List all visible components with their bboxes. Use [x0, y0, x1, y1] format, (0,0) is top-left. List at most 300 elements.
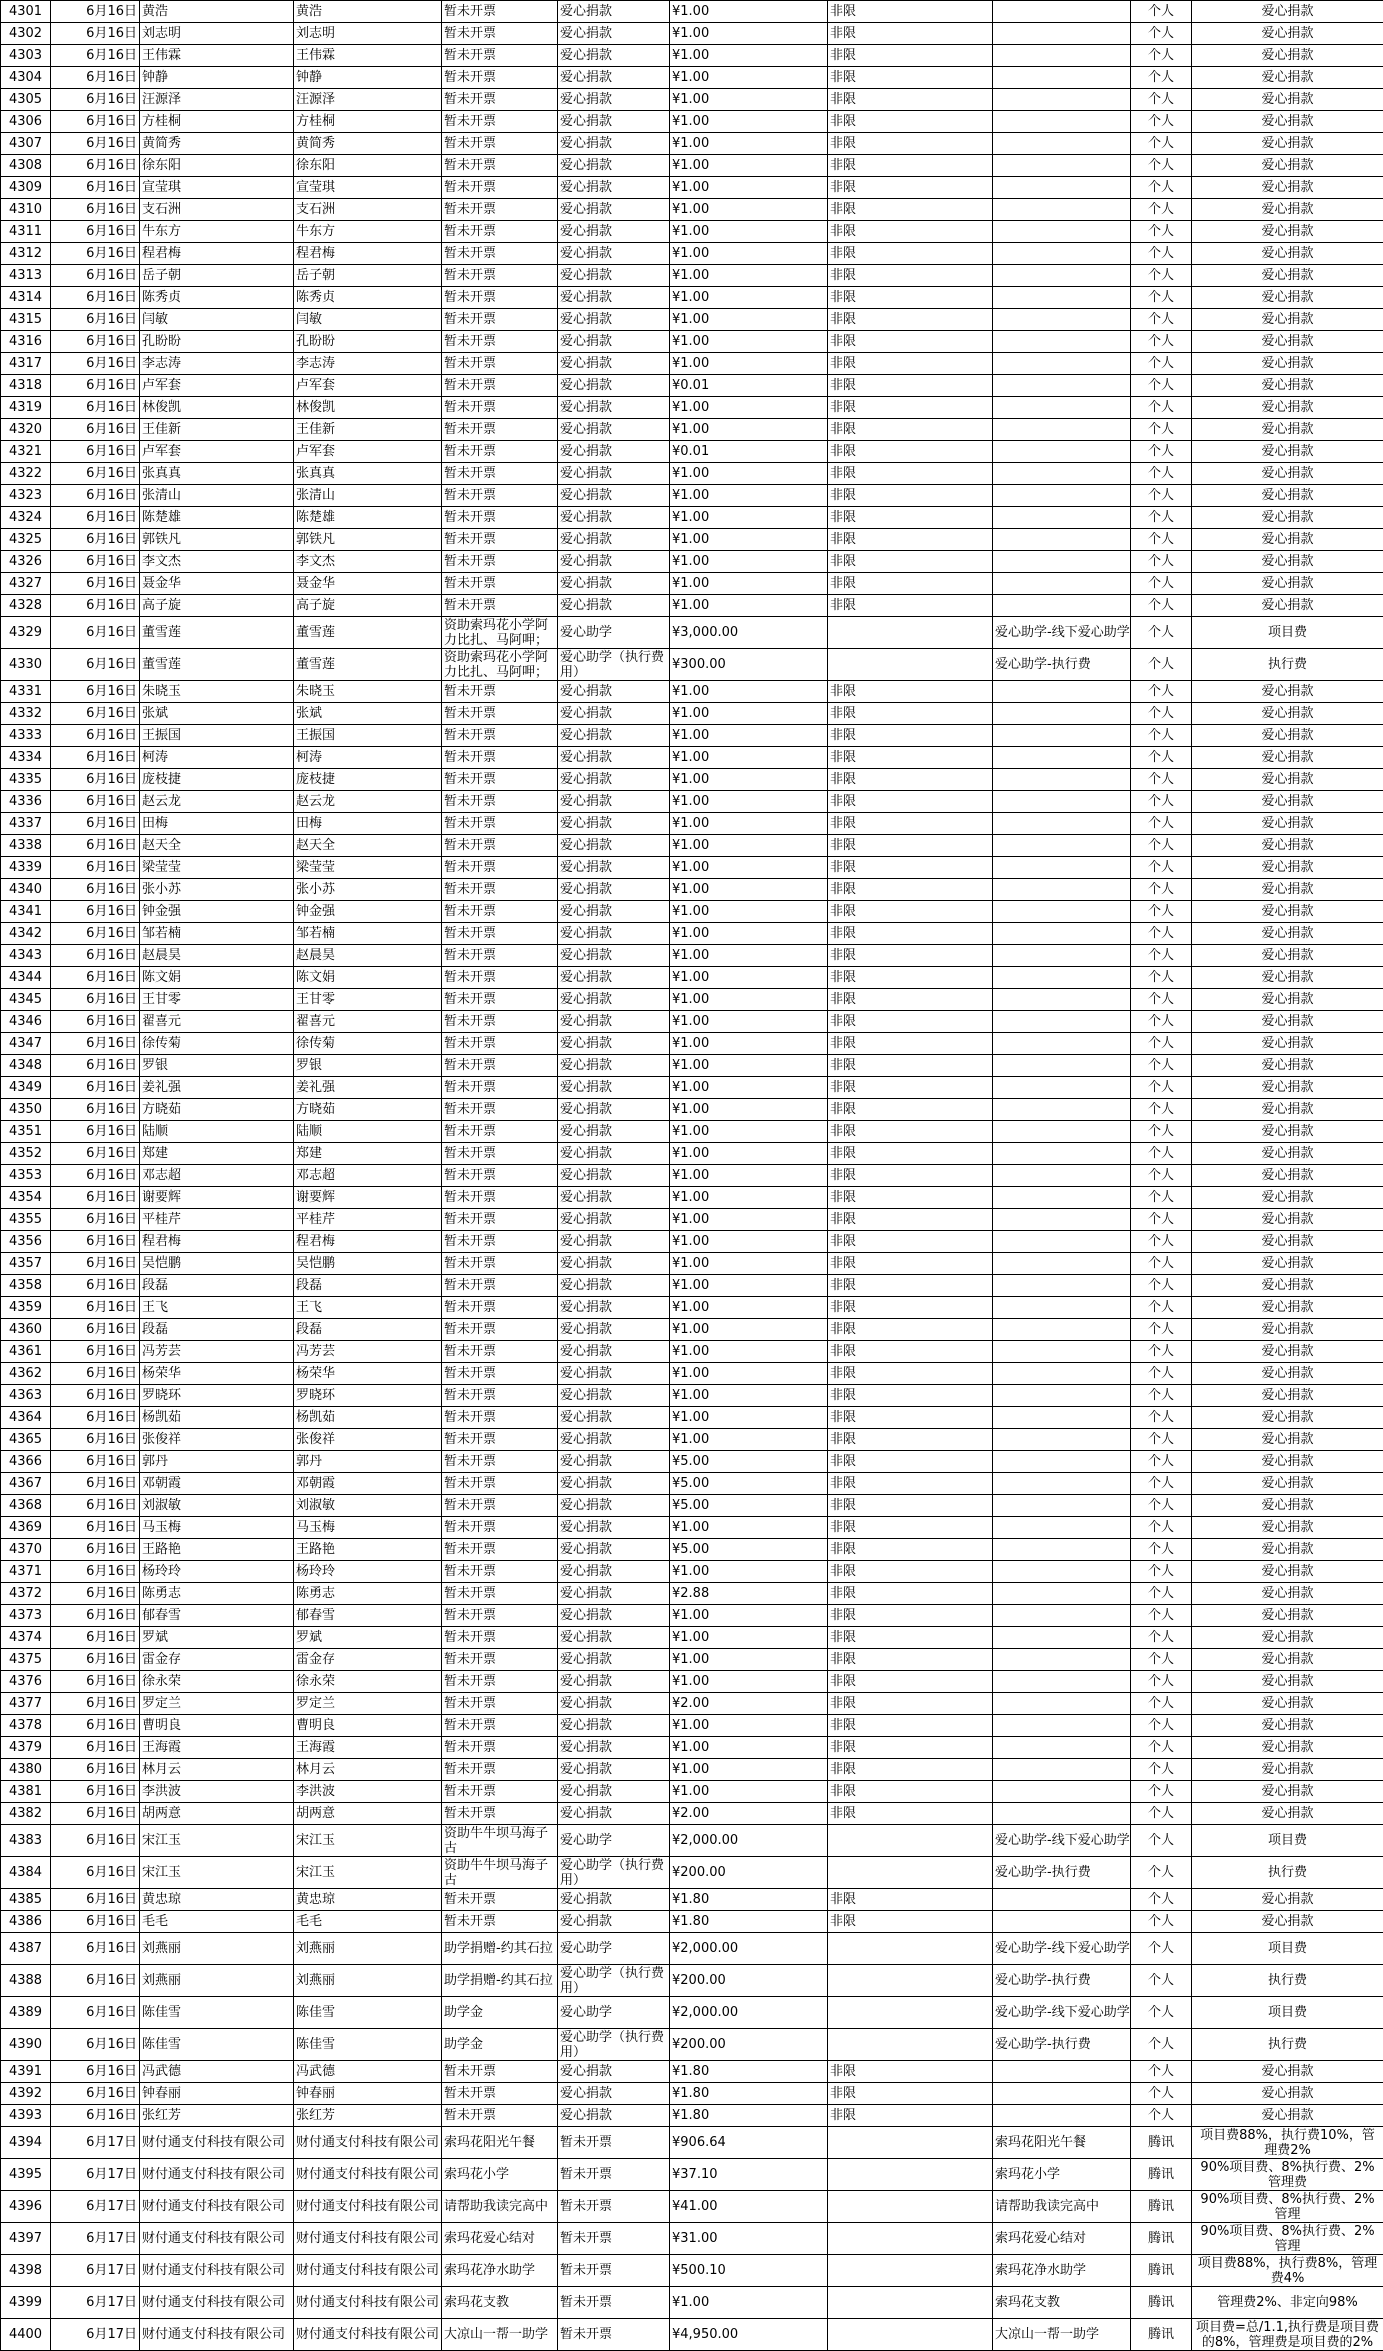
project-cell: 暂未开票 — [442, 1143, 558, 1165]
row-number: 4390 — [1, 2029, 51, 2061]
donor-cell: 王路艳 — [140, 1539, 294, 1561]
date-cell: 6月16日 — [51, 1319, 140, 1341]
type-cell: 爱心捐款 — [558, 485, 670, 507]
type-cell: 爱心捐款 — [558, 331, 670, 353]
source-cell: 个人 — [1131, 1781, 1192, 1803]
restriction-cell — [828, 1997, 993, 2029]
usage-cell: 爱心捐款 — [1192, 1319, 1383, 1341]
date-cell: 6月16日 — [51, 879, 140, 901]
donor-cell: 陈楚雄 — [140, 507, 294, 529]
source-cell: 腾讯 — [1131, 2255, 1192, 2287]
donor-cell: 徐传菊 — [140, 1033, 294, 1055]
restriction-cell: 非限 — [828, 725, 993, 747]
restriction-cell: 非限 — [828, 1165, 993, 1187]
project-cell: 暂未开票 — [442, 1561, 558, 1583]
amount-cell: ¥1.00 — [670, 791, 828, 813]
table-row — [1, 1077, 1383, 1099]
amount-cell: ¥1.00 — [670, 221, 828, 243]
row-number: 4393 — [1, 2105, 51, 2127]
recipient-cell: 徐永荣 — [294, 1671, 442, 1693]
date-cell: 6月16日 — [51, 1715, 140, 1737]
restriction-cell: 非限 — [828, 375, 993, 397]
recipient-cell: 罗晓环 — [294, 1385, 442, 1407]
recipient-cell: 张俊祥 — [294, 1429, 442, 1451]
date-cell: 6月16日 — [51, 1033, 140, 1055]
purpose-cell: 爱心助学-线下爱心助学 — [993, 1997, 1131, 2029]
date-cell: 6月16日 — [51, 507, 140, 529]
restriction-cell — [828, 1933, 993, 1965]
amount-cell: ¥2,000.00 — [670, 1997, 828, 2029]
source-cell: 个人 — [1131, 813, 1192, 835]
project-cell: 暂未开票 — [442, 1099, 558, 1121]
project-cell: 暂未开票 — [442, 1759, 558, 1781]
amount-cell: ¥1.00 — [670, 1649, 828, 1671]
row-number: 4329 — [1, 617, 51, 649]
date-cell: 6月16日 — [51, 2105, 140, 2127]
restriction-cell: 非限 — [828, 2083, 993, 2105]
donor-cell: 徐东阳 — [140, 155, 294, 177]
amount-cell: ¥1.00 — [670, 1099, 828, 1121]
source-cell: 个人 — [1131, 1737, 1192, 1759]
project-cell: 暂未开票 — [442, 967, 558, 989]
recipient-cell: 翟喜元 — [294, 1011, 442, 1033]
source-cell: 个人 — [1131, 353, 1192, 375]
project-cell: 暂未开票 — [442, 2105, 558, 2127]
donor-cell: 张斌 — [140, 703, 294, 725]
type-cell: 爱心捐款 — [558, 1253, 670, 1275]
type-cell: 爱心捐款 — [558, 1319, 670, 1341]
usage-cell: 爱心捐款 — [1192, 397, 1383, 419]
restriction-cell — [828, 2319, 993, 2351]
source-cell: 个人 — [1131, 573, 1192, 595]
purpose-cell: 大凉山一帮一助学 — [993, 2319, 1131, 2351]
project-cell: 助学捐赠-约其石拉 — [442, 1933, 558, 1965]
purpose-cell: 爱心助学-执行费 — [993, 1857, 1131, 1889]
source-cell: 个人 — [1131, 111, 1192, 133]
donor-cell: 钟金强 — [140, 901, 294, 923]
usage-cell: 爱心捐款 — [1192, 595, 1383, 617]
source-cell: 个人 — [1131, 1253, 1192, 1275]
row-number: 4317 — [1, 353, 51, 375]
project-cell: 索玛花爱心结对 — [442, 2223, 558, 2255]
purpose-cell — [993, 199, 1131, 221]
project-cell: 暂未开票 — [442, 901, 558, 923]
recipient-cell: 郭铁凡 — [294, 529, 442, 551]
amount-cell: ¥1.00 — [670, 879, 828, 901]
usage-cell: 执行费 — [1192, 2029, 1383, 2061]
restriction-cell: 非限 — [828, 967, 993, 989]
type-cell: 爱心捐款 — [558, 155, 670, 177]
row-number: 4379 — [1, 1737, 51, 1759]
amount-cell: ¥1.00 — [670, 769, 828, 791]
purpose-cell — [993, 1187, 1131, 1209]
amount-cell: ¥1.00 — [670, 681, 828, 703]
date-cell: 6月17日 — [51, 2223, 140, 2255]
project-cell: 暂未开票 — [442, 769, 558, 791]
purpose-cell — [993, 901, 1131, 923]
recipient-cell: 钟静 — [294, 67, 442, 89]
donor-cell: 王海霞 — [140, 1737, 294, 1759]
amount-cell: ¥5.00 — [670, 1495, 828, 1517]
restriction-cell: 非限 — [828, 397, 993, 419]
recipient-cell: 卢军套 — [294, 375, 442, 397]
type-cell: 爱心捐款 — [558, 1451, 670, 1473]
type-cell: 爱心捐款 — [558, 507, 670, 529]
purpose-cell — [993, 2083, 1131, 2105]
amount-cell: ¥1.00 — [670, 1121, 828, 1143]
project-cell: 暂未开票 — [442, 221, 558, 243]
type-cell: 爱心捐款 — [558, 1693, 670, 1715]
restriction-cell: 非限 — [828, 1889, 993, 1911]
date-cell: 6月16日 — [51, 1561, 140, 1583]
source-cell: 个人 — [1131, 1583, 1192, 1605]
row-number: 4389 — [1, 1997, 51, 2029]
type-cell: 爱心助学（执行费用） — [558, 1965, 670, 1997]
project-cell: 暂未开票 — [442, 353, 558, 375]
type-cell: 爱心捐款 — [558, 1011, 670, 1033]
usage-cell: 爱心捐款 — [1192, 1539, 1383, 1561]
row-number: 4311 — [1, 221, 51, 243]
row-number: 4351 — [1, 1121, 51, 1143]
type-cell: 爱心助学 — [558, 1825, 670, 1857]
recipient-cell: 朱晓玉 — [294, 681, 442, 703]
row-number: 4305 — [1, 89, 51, 111]
restriction-cell — [828, 1857, 993, 1889]
project-cell: 暂未开票 — [442, 1803, 558, 1825]
date-cell: 6月16日 — [51, 45, 140, 67]
donor-cell: 赵晨昊 — [140, 945, 294, 967]
table-row — [1, 331, 1383, 353]
recipient-cell: 王伟霖 — [294, 45, 442, 67]
source-cell: 个人 — [1131, 1627, 1192, 1649]
recipient-cell: 邓朝霞 — [294, 1473, 442, 1495]
amount-cell: ¥1.00 — [670, 967, 828, 989]
type-cell: 爱心捐款 — [558, 1407, 670, 1429]
table-row — [1, 945, 1383, 967]
date-cell: 6月16日 — [51, 703, 140, 725]
table-row — [1, 1965, 1383, 1997]
recipient-cell: 聂金华 — [294, 573, 442, 595]
source-cell: 个人 — [1131, 265, 1192, 287]
usage-cell: 爱心捐款 — [1192, 1253, 1383, 1275]
usage-cell: 爱心捐款 — [1192, 1627, 1383, 1649]
row-number: 4384 — [1, 1857, 51, 1889]
usage-cell: 爱心捐款 — [1192, 331, 1383, 353]
amount-cell: ¥1.80 — [670, 2083, 828, 2105]
project-cell: 暂未开票 — [442, 1473, 558, 1495]
date-cell: 6月16日 — [51, 1605, 140, 1627]
restriction-cell: 非限 — [828, 463, 993, 485]
restriction-cell: 非限 — [828, 1649, 993, 1671]
date-cell: 6月16日 — [51, 1407, 140, 1429]
restriction-cell: 非限 — [828, 769, 993, 791]
purpose-cell — [993, 681, 1131, 703]
project-cell: 暂未开票 — [442, 857, 558, 879]
restriction-cell: 非限 — [828, 1539, 993, 1561]
type-cell: 爱心捐款 — [558, 397, 670, 419]
date-cell: 6月17日 — [51, 2191, 140, 2223]
source-cell: 腾讯 — [1131, 2287, 1192, 2319]
row-number: 4359 — [1, 1297, 51, 1319]
table-row — [1, 1495, 1383, 1517]
amount-cell: ¥1.00 — [670, 155, 828, 177]
purpose-cell — [993, 265, 1131, 287]
usage-cell: 爱心捐款 — [1192, 529, 1383, 551]
type-cell: 爱心捐款 — [558, 133, 670, 155]
date-cell: 6月16日 — [51, 1825, 140, 1857]
recipient-cell: 罗定兰 — [294, 1693, 442, 1715]
row-number: 4377 — [1, 1693, 51, 1715]
recipient-cell: 陈佳雪 — [294, 2029, 442, 2061]
row-number: 4371 — [1, 1561, 51, 1583]
purpose-cell — [993, 857, 1131, 879]
restriction-cell: 非限 — [828, 1693, 993, 1715]
type-cell: 爱心助学 — [558, 1933, 670, 1965]
date-cell: 6月16日 — [51, 1495, 140, 1517]
usage-cell: 爱心捐款 — [1192, 507, 1383, 529]
type-cell: 爱心捐款 — [558, 221, 670, 243]
type-cell: 爱心捐款 — [558, 1033, 670, 1055]
row-number: 4307 — [1, 133, 51, 155]
recipient-cell: 林俊凯 — [294, 397, 442, 419]
amount-cell: ¥1.00 — [670, 265, 828, 287]
type-cell: 爱心捐款 — [558, 1341, 670, 1363]
table-row — [1, 1429, 1383, 1451]
date-cell: 6月16日 — [51, 1857, 140, 1889]
row-number: 4338 — [1, 835, 51, 857]
purpose-cell — [993, 45, 1131, 67]
restriction-cell: 非限 — [828, 813, 993, 835]
donor-cell: 郭丹 — [140, 1451, 294, 1473]
recipient-cell: 雷金存 — [294, 1649, 442, 1671]
restriction-cell: 非限 — [828, 89, 993, 111]
type-cell: 爱心捐款 — [558, 967, 670, 989]
usage-cell: 爱心捐款 — [1192, 1911, 1383, 1933]
type-cell: 爱心捐款 — [558, 1385, 670, 1407]
donor-cell: 陈秀贞 — [140, 287, 294, 309]
type-cell: 爱心捐款 — [558, 769, 670, 791]
source-cell: 个人 — [1131, 1407, 1192, 1429]
donor-cell: 杨荣华 — [140, 1363, 294, 1385]
purpose-cell — [993, 835, 1131, 857]
table-row — [1, 967, 1383, 989]
source-cell: 个人 — [1131, 243, 1192, 265]
usage-cell: 爱心捐款 — [1192, 23, 1383, 45]
type-cell: 爱心捐款 — [558, 1363, 670, 1385]
recipient-cell: 郭丹 — [294, 1451, 442, 1473]
restriction-cell: 非限 — [828, 1319, 993, 1341]
date-cell: 6月16日 — [51, 419, 140, 441]
recipient-cell: 胡两意 — [294, 1803, 442, 1825]
row-number: 4349 — [1, 1077, 51, 1099]
project-cell: 暂未开票 — [442, 265, 558, 287]
amount-cell: ¥1.00 — [670, 507, 828, 529]
purpose-cell — [993, 1011, 1131, 1033]
usage-cell: 爱心捐款 — [1192, 857, 1383, 879]
table-row — [1, 1803, 1383, 1825]
usage-cell: 爱心捐款 — [1192, 45, 1383, 67]
table-row — [1, 1451, 1383, 1473]
row-number: 4381 — [1, 1781, 51, 1803]
donor-cell: 陈文娟 — [140, 967, 294, 989]
table-row — [1, 1737, 1383, 1759]
type-cell: 爱心捐款 — [558, 923, 670, 945]
row-number: 4357 — [1, 1253, 51, 1275]
date-cell: 6月16日 — [51, 1143, 140, 1165]
amount-cell: ¥1.00 — [670, 747, 828, 769]
row-number: 4322 — [1, 463, 51, 485]
date-cell: 6月16日 — [51, 111, 140, 133]
date-cell: 6月16日 — [51, 1099, 140, 1121]
recipient-cell: 程君梅 — [294, 1231, 442, 1253]
restriction-cell: 非限 — [828, 1275, 993, 1297]
amount-cell: ¥1.00 — [670, 485, 828, 507]
restriction-cell: 非限 — [828, 1627, 993, 1649]
date-cell: 6月16日 — [51, 1539, 140, 1561]
restriction-cell: 非限 — [828, 1715, 993, 1737]
table-row — [1, 1781, 1383, 1803]
table-row — [1, 1561, 1383, 1583]
recipient-cell: 董雪莲 — [294, 617, 442, 649]
row-number: 4302 — [1, 23, 51, 45]
date-cell: 6月16日 — [51, 1011, 140, 1033]
purpose-cell: 索玛花净水助学 — [993, 2255, 1131, 2287]
row-number: 4375 — [1, 1649, 51, 1671]
restriction-cell: 非限 — [828, 529, 993, 551]
type-cell: 爱心捐款 — [558, 287, 670, 309]
recipient-cell: 王振国 — [294, 725, 442, 747]
type-cell: 爱心捐款 — [558, 747, 670, 769]
usage-cell: 爱心捐款 — [1192, 703, 1383, 725]
project-cell: 暂未开票 — [442, 23, 558, 45]
donor-cell: 黄浩 — [140, 1, 294, 23]
amount-cell: ¥1.00 — [670, 1055, 828, 1077]
amount-cell: ¥1.00 — [670, 1605, 828, 1627]
restriction-cell: 非限 — [828, 1033, 993, 1055]
date-cell: 6月16日 — [51, 67, 140, 89]
recipient-cell: 陈佳雪 — [294, 1997, 442, 2029]
amount-cell: ¥1.00 — [670, 1737, 828, 1759]
purpose-cell — [993, 813, 1131, 835]
date-cell: 6月16日 — [51, 649, 140, 681]
recipient-cell: 李文杰 — [294, 551, 442, 573]
donor-cell: 张红芳 — [140, 2105, 294, 2127]
source-cell: 腾讯 — [1131, 2223, 1192, 2255]
restriction-cell: 非限 — [828, 1759, 993, 1781]
recipient-cell: 张斌 — [294, 703, 442, 725]
date-cell: 6月16日 — [51, 769, 140, 791]
type-cell: 爱心捐款 — [558, 791, 670, 813]
purpose-cell: 爱心助学-线下爱心助学 — [993, 617, 1131, 649]
project-cell: 索玛花小学 — [442, 2159, 558, 2191]
amount-cell: ¥5.00 — [670, 1451, 828, 1473]
row-number: 4368 — [1, 1495, 51, 1517]
table-row — [1, 1473, 1383, 1495]
date-cell: 6月16日 — [51, 1165, 140, 1187]
recipient-cell: 财付通支付科技有限公司 — [294, 2255, 442, 2287]
restriction-cell: 非限 — [828, 1253, 993, 1275]
type-cell: 爱心捐款 — [558, 529, 670, 551]
donor-cell: 姜礼强 — [140, 1077, 294, 1099]
recipient-cell: 刘志明 — [294, 23, 442, 45]
donor-cell: 汪源泽 — [140, 89, 294, 111]
table-row — [1, 177, 1383, 199]
type-cell: 爱心捐款 — [558, 1803, 670, 1825]
usage-cell: 爱心捐款 — [1192, 485, 1383, 507]
row-number: 4301 — [1, 1, 51, 23]
donor-cell: 赵天全 — [140, 835, 294, 857]
amount-cell: ¥1.00 — [670, 45, 828, 67]
date-cell: 6月16日 — [51, 155, 140, 177]
table-row — [1, 1341, 1383, 1363]
restriction-cell: 非限 — [828, 703, 993, 725]
source-cell: 个人 — [1131, 1363, 1192, 1385]
date-cell: 6月17日 — [51, 2127, 140, 2159]
usage-cell: 爱心捐款 — [1192, 1671, 1383, 1693]
source-cell: 个人 — [1131, 485, 1192, 507]
amount-cell: ¥1.00 — [670, 529, 828, 551]
usage-cell: 爱心捐款 — [1192, 681, 1383, 703]
table-row — [1, 2287, 1383, 2319]
table-row — [1, 1385, 1383, 1407]
date-cell: 6月16日 — [51, 331, 140, 353]
type-cell: 爱心捐款 — [558, 2061, 670, 2083]
project-cell: 暂未开票 — [442, 1363, 558, 1385]
amount-cell: ¥1.00 — [670, 725, 828, 747]
date-cell: 6月16日 — [51, 309, 140, 331]
table-row — [1, 1187, 1383, 1209]
table-row — [1, 857, 1383, 879]
row-number: 4344 — [1, 967, 51, 989]
usage-cell: 爱心捐款 — [1192, 1, 1383, 23]
donor-cell: 杨凯茹 — [140, 1407, 294, 1429]
row-number: 4396 — [1, 2191, 51, 2223]
amount-cell: ¥1.00 — [670, 573, 828, 595]
donor-cell: 冯芳芸 — [140, 1341, 294, 1363]
donor-cell: 郑建 — [140, 1143, 294, 1165]
recipient-cell: 杨玲玲 — [294, 1561, 442, 1583]
row-number: 4392 — [1, 2083, 51, 2105]
amount-cell: ¥1.00 — [670, 243, 828, 265]
date-cell: 6月17日 — [51, 2159, 140, 2191]
table-row — [1, 703, 1383, 725]
recipient-cell: 郑建 — [294, 1143, 442, 1165]
usage-cell: 爱心捐款 — [1192, 1429, 1383, 1451]
table-row — [1, 2159, 1383, 2191]
source-cell: 个人 — [1131, 1889, 1192, 1911]
table-row — [1, 1209, 1383, 1231]
row-number: 4330 — [1, 649, 51, 681]
table-row — [1, 1297, 1383, 1319]
date-cell: 6月16日 — [51, 813, 140, 835]
recipient-cell: 陈文娟 — [294, 967, 442, 989]
recipient-cell: 方晓茹 — [294, 1099, 442, 1121]
donor-cell: 财付通支付科技有限公司 — [140, 2287, 294, 2319]
date-cell: 6月16日 — [51, 133, 140, 155]
donor-cell: 罗定兰 — [140, 1693, 294, 1715]
recipient-cell: 陆顺 — [294, 1121, 442, 1143]
donor-cell: 朱晓玉 — [140, 681, 294, 703]
usage-cell: 爱心捐款 — [1192, 1055, 1383, 1077]
purpose-cell — [993, 375, 1131, 397]
type-cell: 爱心捐款 — [558, 1889, 670, 1911]
purpose-cell — [993, 89, 1131, 111]
source-cell: 个人 — [1131, 1143, 1192, 1165]
restriction-cell: 非限 — [828, 2061, 993, 2083]
usage-cell: 爱心捐款 — [1192, 769, 1383, 791]
table-row — [1, 1121, 1383, 1143]
row-number: 4312 — [1, 243, 51, 265]
